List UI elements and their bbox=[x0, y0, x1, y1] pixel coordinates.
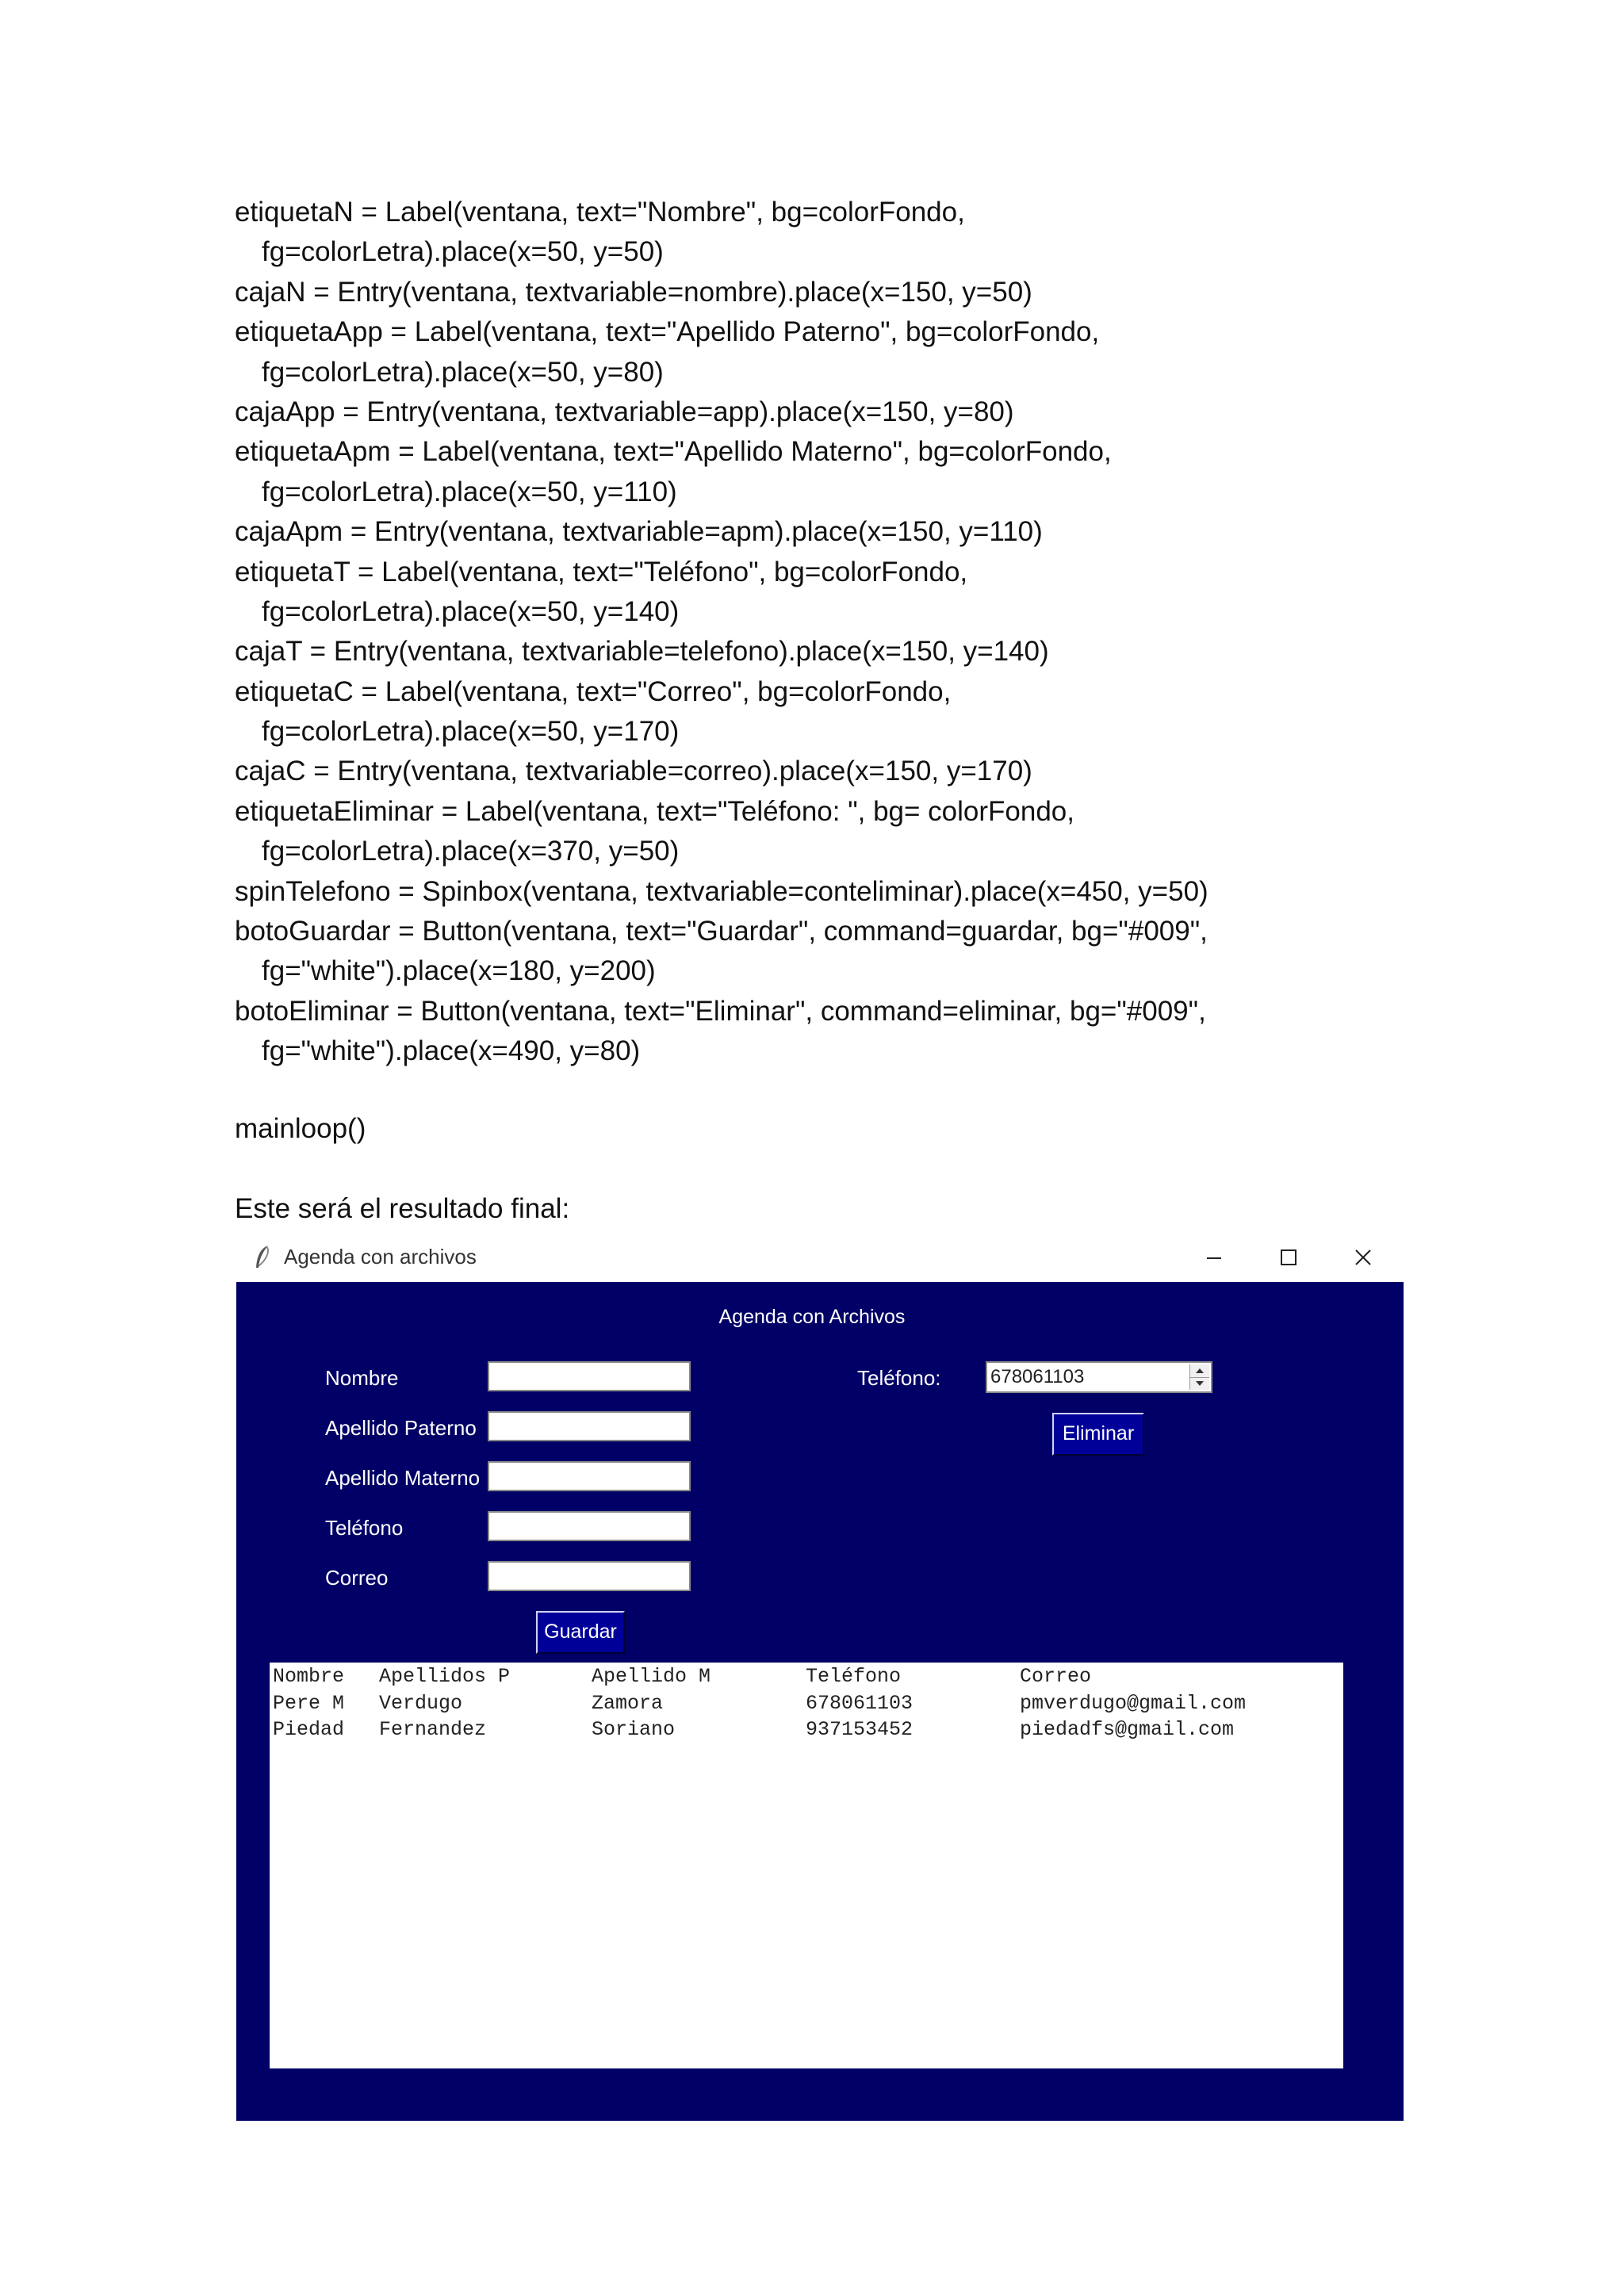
feather-icon bbox=[252, 1244, 273, 1271]
label-apellido-paterno: Apellido Paterno bbox=[325, 1416, 477, 1440]
app-heading bbox=[236, 1306, 1404, 1329]
list-cell: Teléfono bbox=[806, 1665, 902, 1688]
close-icon[interactable] bbox=[1339, 1239, 1386, 1276]
code-line: fg=colorLetra).place(x=50, y=50) bbox=[262, 236, 664, 268]
code-line: fg=colorLetra).place(x=370, y=50) bbox=[262, 836, 680, 867]
spinbox-arrows bbox=[1189, 1364, 1209, 1390]
correo-input[interactable] bbox=[488, 1561, 691, 1591]
list-cell: Fernandez bbox=[379, 1718, 487, 1741]
mainloop-line: mainloop() bbox=[235, 1113, 366, 1144]
label-telefono: Teléfono bbox=[325, 1516, 404, 1540]
code-line: fg=colorLetra).place(x=50, y=140) bbox=[262, 595, 680, 627]
code-line: botoGuardar = Button(ventana, text="Guardar", command=guardar, bg="#009", bbox=[235, 916, 1208, 947]
label-nombre: Nombre bbox=[325, 1366, 399, 1390]
list-cell: Apellido M bbox=[592, 1665, 711, 1688]
spin-up-icon[interactable] bbox=[1190, 1364, 1209, 1378]
code-line: spinTelefono = Spinbox(ventana, textvariable=conteliminar).place(x=450, y=50) bbox=[235, 875, 1208, 907]
code-line: cajaApm = Entry(ventana, textvariable=apm).place(x=150, y=110) bbox=[235, 516, 1043, 548]
label-apellido-materno: Apellido Materno bbox=[325, 1466, 481, 1490]
apellido-paterno-input[interactable] bbox=[488, 1411, 691, 1441]
contacts-listbox[interactable] bbox=[270, 1663, 1343, 2068]
label-telefono-eliminar: Teléfono: bbox=[857, 1366, 941, 1390]
list-cell: Apellidos P bbox=[379, 1665, 511, 1688]
list-item[interactable] bbox=[270, 1692, 1343, 1718]
app-heading-text: Agenda con Archivos bbox=[718, 1306, 906, 1328]
spin-down-icon[interactable] bbox=[1190, 1377, 1209, 1390]
code-line: fg=colorLetra).place(x=50, y=110) bbox=[262, 476, 677, 507]
code-line: botoEliminar = Button(ventana, text="Eliminar", command=eliminar, bg="#009", bbox=[235, 995, 1206, 1027]
list-cell: pmverdugo@gmail.com bbox=[1020, 1691, 1247, 1715]
eliminar-button[interactable]: Eliminar bbox=[1052, 1413, 1144, 1456]
code-line: cajaC = Entry(ventana, textvariable=correo).place(x=150, y=170) bbox=[235, 756, 1032, 787]
spinbox-value: 678061103 bbox=[990, 1366, 1085, 1387]
code-line: etiquetaC = Label(ventana, text="Correo", bg=colorFondo, bbox=[235, 675, 952, 707]
code-line: etiquetaApp = Label(ventana, text="Apellido Paterno", bg=colorFondo, bbox=[235, 316, 1100, 348]
code-line: fg=colorLetra).place(x=50, y=80) bbox=[262, 356, 664, 388]
window-titlebar bbox=[235, 1233, 1404, 1282]
code-line: fg="white").place(x=490, y=80) bbox=[262, 1035, 641, 1067]
telefono-spinbox[interactable] bbox=[986, 1361, 1212, 1393]
code-line: etiquetaEliminar = Label(ventana, text="Teléfono: ", bg= colorFondo, bbox=[235, 795, 1074, 827]
list-cell: Soriano bbox=[592, 1718, 676, 1741]
list-item[interactable] bbox=[270, 1718, 1343, 1744]
list-header-row[interactable] bbox=[270, 1665, 1343, 1691]
app-window bbox=[235, 1233, 1404, 2121]
result-caption: Este será el resultado final: bbox=[235, 1193, 570, 1224]
list-cell: piedadfs@gmail.com bbox=[1020, 1718, 1235, 1741]
list-cell: 678061103 bbox=[806, 1691, 914, 1715]
minimize-icon[interactable] bbox=[1189, 1239, 1237, 1276]
list-cell: Zamora bbox=[592, 1691, 664, 1715]
code-line: cajaApp = Entry(ventana, textvariable=app).place(x=150, y=80) bbox=[235, 396, 1014, 427]
list-cell: Correo bbox=[1020, 1665, 1092, 1688]
window-client-area bbox=[236, 1282, 1404, 2121]
code-line: etiquetaApm = Label(ventana, text="Apellido Materno", bg=colorFondo, bbox=[235, 436, 1112, 468]
code-line: cajaN = Entry(ventana, textvariable=nombre).place(x=150, y=50) bbox=[235, 276, 1032, 308]
code-line: cajaT = Entry(ventana, textvariable=telefono).place(x=150, y=140) bbox=[235, 636, 1049, 668]
list-cell: Verdugo bbox=[379, 1691, 463, 1715]
code-listing bbox=[235, 193, 1503, 1072]
list-cell: Pere M bbox=[273, 1691, 345, 1715]
code-line: fg=colorLetra).place(x=50, y=170) bbox=[262, 716, 680, 748]
guardar-button[interactable]: Guardar bbox=[536, 1611, 625, 1654]
code-line: etiquetaT = Label(ventana, text="Teléfono", bg=colorFondo, bbox=[235, 556, 968, 587]
apellido-materno-input[interactable] bbox=[488, 1461, 691, 1491]
maximize-icon[interactable] bbox=[1264, 1239, 1312, 1276]
list-cell: Nombre bbox=[273, 1665, 345, 1688]
code-line: fg="white").place(x=180, y=200) bbox=[262, 955, 656, 987]
label-correo: Correo bbox=[325, 1566, 389, 1590]
list-cell: Piedad bbox=[273, 1718, 345, 1741]
window-title: Agenda con archivos bbox=[284, 1245, 477, 1269]
telefono-input[interactable] bbox=[488, 1511, 691, 1541]
code-line: etiquetaN = Label(ventana, text="Nombre", bg=colorFondo, bbox=[235, 197, 965, 228]
nombre-input[interactable] bbox=[488, 1361, 691, 1391]
list-cell: 937153452 bbox=[806, 1718, 914, 1741]
